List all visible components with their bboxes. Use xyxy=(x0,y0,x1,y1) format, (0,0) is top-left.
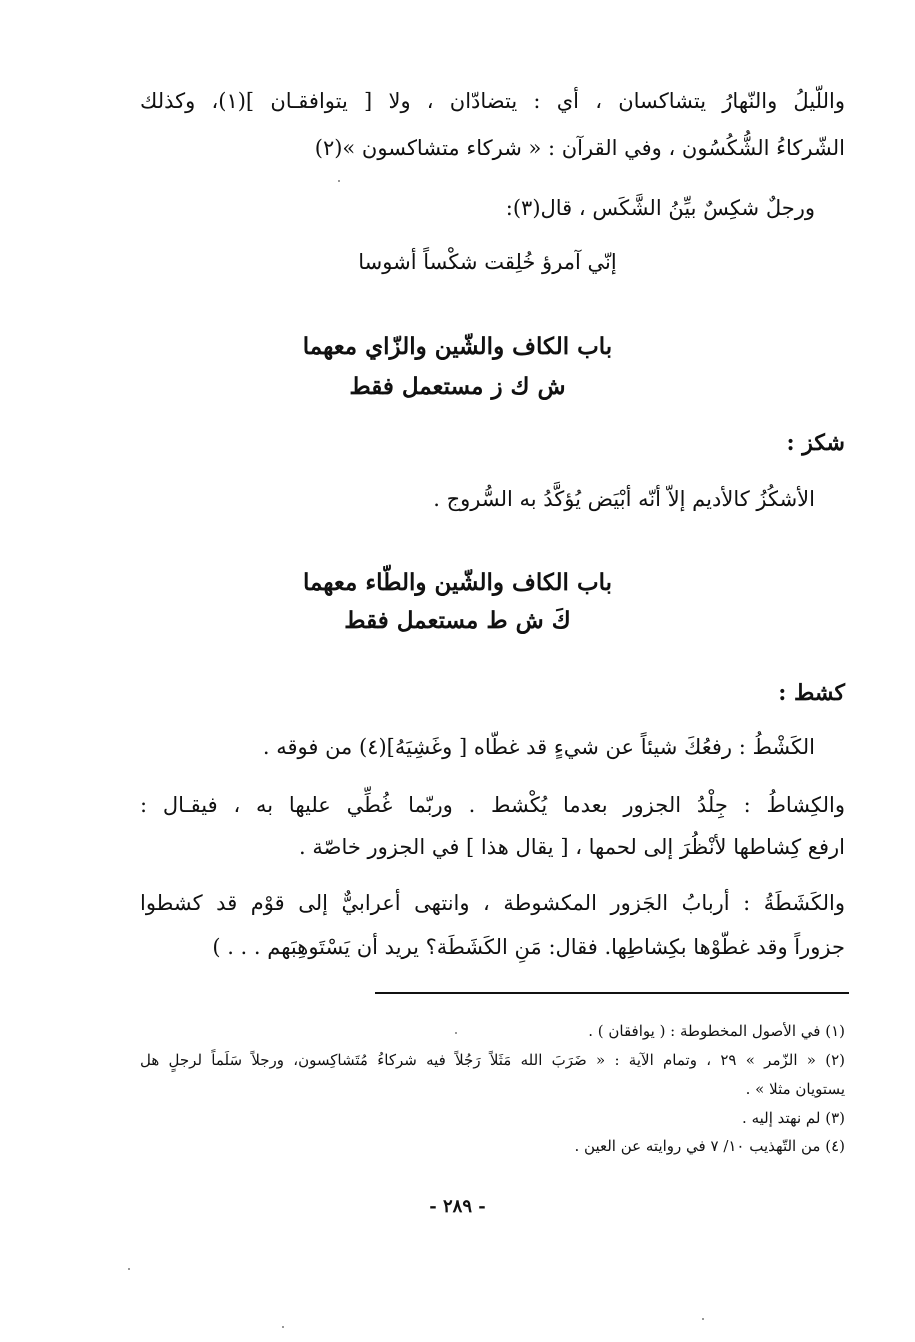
section2-p2-line1: والكِشاطُ : جِلْدُ الجزور بعدما يُكْشط . وربّما غُطِّي عليها به ، فيقـال : xyxy=(140,793,845,817)
paragraph1-line2: الشّركاءُ الشُّكُسُون ، وفي القرآن : « شركاء متشاكسون »(٢) xyxy=(314,136,845,160)
scan-speck xyxy=(128,1268,130,1270)
footnote-1: (١) في الأصول المخطوطة : ( يوافقان ) . xyxy=(588,1022,845,1040)
footnote-2-line1: (٢) « الزّمر » ٢٩ ، وتمام الآية : « ضَرَبَ الله مَثَلاً رَجُلاً فيه شركاءُ مُتَشاكِسون، ورجلاً سَلَماً لرجلٍ هل xyxy=(140,1051,845,1069)
section2-p1: الكَشْطُ : رفعُكَ شيئاً عن شيءٍ قد غطّاه [ وغَشِيَهُ](٤) من فوقه . xyxy=(262,735,815,759)
scan-speck xyxy=(282,1326,284,1328)
section2-p3-line1: والكَشَطَةُ : أربابُ الجَزور المكشوطة ، وانتهى أعرابيٌّ إلى قوْم قد كشطوا xyxy=(140,891,845,915)
scan-speck xyxy=(338,180,340,182)
footnote-3: (٣) لم نهتد إليه . xyxy=(742,1109,845,1127)
section1-title: باب الكاف والشّين والزّاي معهما xyxy=(302,333,613,360)
section2-subtitle: كَ ش ط مستعمل فقط xyxy=(344,607,571,634)
section2-p2-line2: ارفع كِشاطها لأنْظُرَ إلى لحمها ، [ يقال هذا ] في الجزور خاصّة . xyxy=(299,835,845,859)
paragraph2: ورجلٌ شكِسٌ بيِّنُ الشَّكَس ، قال(٣): xyxy=(505,196,815,220)
scan-speck xyxy=(455,1032,457,1034)
scan-speck xyxy=(702,1318,704,1320)
footnote-2-line2: يستويان مثلا » . xyxy=(745,1080,845,1098)
footnote-4: (٤) من التّهذيب ١٠/ ٧ في روايته عن العين . xyxy=(574,1137,845,1155)
page-number: - ٢٨٩ - xyxy=(429,1196,486,1217)
section2-entry-head: كشط : xyxy=(778,680,845,706)
section2-p3-line2: جزوراً وقد غطّوْها بكِشاطِها. فقال: مَنِ الكَشَطَة؟ يريد أن يَسْتَوهِبَهم . . . ) xyxy=(212,935,845,959)
verse-line: إنّي آمرؤ خُلِقت شكْساً أشوسا xyxy=(358,250,617,274)
section1-entry-text: الأشكُزُ كالأديم إلاّ أنّه أبْيَض يُؤكَّدُ به السُّروج . xyxy=(433,487,815,511)
section1-entry-head: شكز : xyxy=(786,430,845,456)
footnote-separator xyxy=(375,992,849,994)
section2-title: باب الكاف والشّين والطّاء معهما xyxy=(302,569,613,596)
section1-subtitle: ش ك ز مستعمل فقط xyxy=(349,373,566,400)
paragraph1-line1: واللّيلُ والنّهارُ يتشاكسان ، أي : يتضادّان ، ولا [ يتوافقـان ](١)، وكذلك xyxy=(140,89,845,113)
